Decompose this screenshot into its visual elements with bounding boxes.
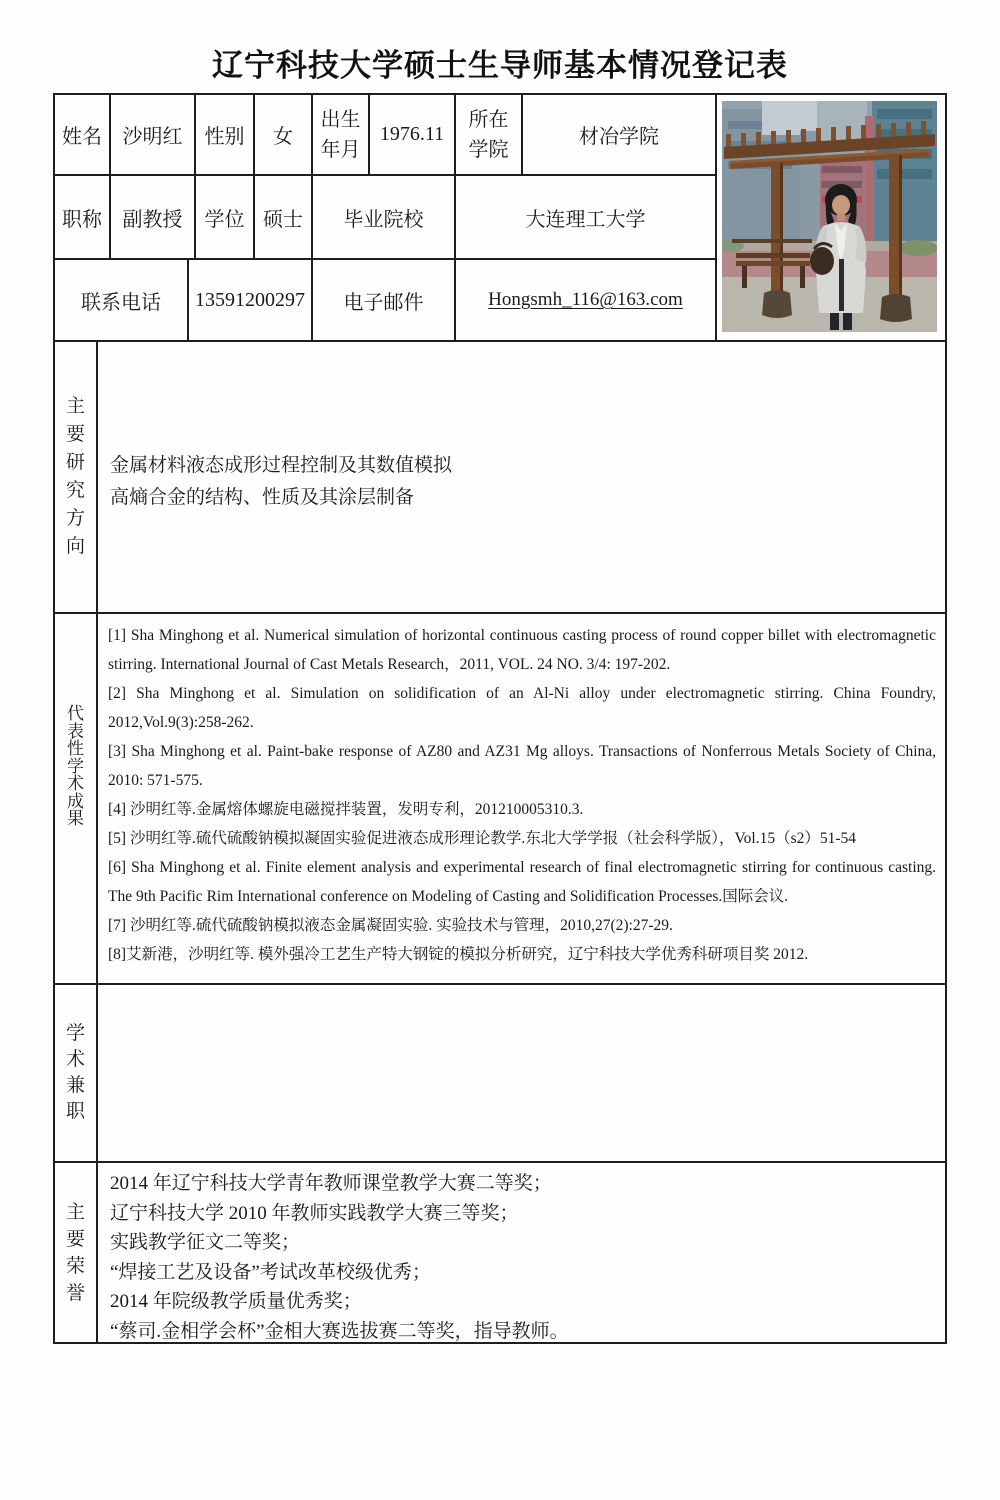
parttime-label-cell (55, 985, 98, 1163)
honor-line: “焊接工艺及设备”考试改革校级优秀； (110, 1261, 431, 1283)
phone-label: 联系电话 (81, 291, 161, 314)
email-value-cell (456, 260, 717, 342)
publications-label-cell (55, 614, 98, 985)
college-label: 所在学院 (468, 108, 509, 161)
honor-line: 辽宁科技大学 2010 年教师实践教学大赛三等奖； (110, 1202, 519, 1224)
photo-illustration (722, 101, 937, 332)
publication-item: [3] Sha Minghong et al. Paint-bake response of AZ80 and AZ31 Mg alloys. Transactions of Nonferrous Metals Society of China, 2010: 571-575. (108, 743, 936, 789)
degree-label-cell (196, 176, 255, 260)
publication-item: [4] 沙明红等.金属熔体螺旋电磁搅拌装置，发明专利，201210005310.3. (108, 801, 584, 818)
page-title: 辽宁科技大学硕士生导师基本情况登记表 (212, 48, 788, 83)
school-value: 大连理工大学 (525, 208, 646, 231)
phone-value: 13591200297 (195, 288, 305, 311)
honor-line: 实践教学征文二等奖； (110, 1232, 301, 1253)
research-content-cell (98, 342, 945, 614)
gender-value: 女 (273, 126, 293, 148)
publications-content-cell (98, 614, 945, 985)
honor-line: “蔡司.金相学会杯”金相大赛选拔赛二等奖，指导教师。 (110, 1320, 569, 1342)
honors-content-cell (98, 1163, 945, 1342)
name-label: 姓名 (62, 126, 102, 148)
gender-label-cell (196, 95, 255, 176)
name-label-cell (55, 95, 111, 176)
degree-value-cell (255, 176, 313, 260)
email-label: 电子邮件 (343, 291, 424, 314)
birth-label-cell (313, 95, 370, 176)
info-table (53, 93, 947, 1344)
email-value: Hongsmh_116@163.com (488, 289, 683, 310)
phone-label-cell (55, 260, 189, 342)
college-value-cell (523, 95, 717, 176)
name-value: 沙明红 (122, 126, 183, 148)
research-line: 金属材料液态成形过程控制及其数值模拟 (110, 455, 453, 476)
title-value: 副教授 (122, 208, 183, 231)
degree-label: 学位 (204, 208, 245, 231)
honors-section-label: 主要荣誉 (65, 1201, 85, 1304)
email-label-cell (313, 260, 456, 342)
publication-item: [7] 沙明红等.硫代硫酸钠模拟液态金属凝固实验. 实验技术与管理，2010,27(2):27-29. (108, 917, 673, 934)
research-section-label: 主要研究方向 (65, 396, 85, 557)
birth-label: 出生年月 (320, 108, 361, 161)
supervisor-photo (722, 101, 937, 332)
honor-line: 2014 年院级教学质量优秀奖； (110, 1291, 362, 1312)
college-label-cell (456, 95, 523, 176)
school-label: 毕业院校 (343, 208, 424, 231)
gender-label: 性别 (204, 126, 245, 148)
photo-cell (717, 95, 945, 342)
title-value-cell (111, 176, 196, 260)
parttime-content-cell (98, 985, 945, 1163)
school-label-cell (313, 176, 456, 260)
publication-item: [6] Sha Minghong et al. Finite element analysis and experimental research of final electromagnetic stirring for continuous casting. The 9th Pacific Rim International conference on Modeling of Casting and Solidification Processes.国际会议. (108, 859, 936, 905)
phone-value-cell (189, 260, 313, 342)
gender-value-cell (255, 95, 313, 176)
degree-value: 硕士 (263, 208, 303, 231)
honors-label-cell (55, 1163, 98, 1342)
birth-value: 1976.11 (379, 123, 445, 145)
birth-value-cell (370, 95, 456, 176)
parttime-section-label: 学术兼职 (65, 1023, 85, 1122)
college-value: 材冶学院 (579, 126, 659, 148)
publication-item: [2] Sha Minghong et al. Simulation on solidification of an Al-Ni alloy under electromagnetic stirring. China Foundry, 2012,Vol.9(3):258-262. (108, 685, 936, 731)
publication-item: [8]艾新港，沙明红等. 模外强冷工艺生产特大钢锭的模拟分析研究，辽宁科技大学优秀科研项目奖 2012. (108, 946, 809, 963)
title-label: 职称 (62, 208, 102, 231)
honor-line: 2014 年辽宁科技大学青年教师课堂教学大赛二等奖； (110, 1173, 552, 1194)
research-label-cell (55, 342, 98, 614)
name-value-cell (111, 95, 196, 176)
school-value-cell (456, 176, 717, 260)
title-label-cell (55, 176, 111, 260)
publications-section-label: 代表性学术成果 (67, 704, 84, 829)
publication-item: [1] Sha Minghong et al. Numerical simulation of horizontal continuous casting process of round copper billet with electromagnetic stirring. International Journal of Cast Metals Research，2011, VOL. 24 NO. 3/4: 197-202. (108, 627, 936, 673)
research-line: 高熵合金的结构、性质及其涂层制备 (110, 487, 415, 508)
publication-item: [5] 沙明红等.硫代硫酸钠模拟凝固实验促进液态成形理论教学.东北大学学报（社会科学版），Vol.15（s2）51-54 (108, 830, 857, 847)
